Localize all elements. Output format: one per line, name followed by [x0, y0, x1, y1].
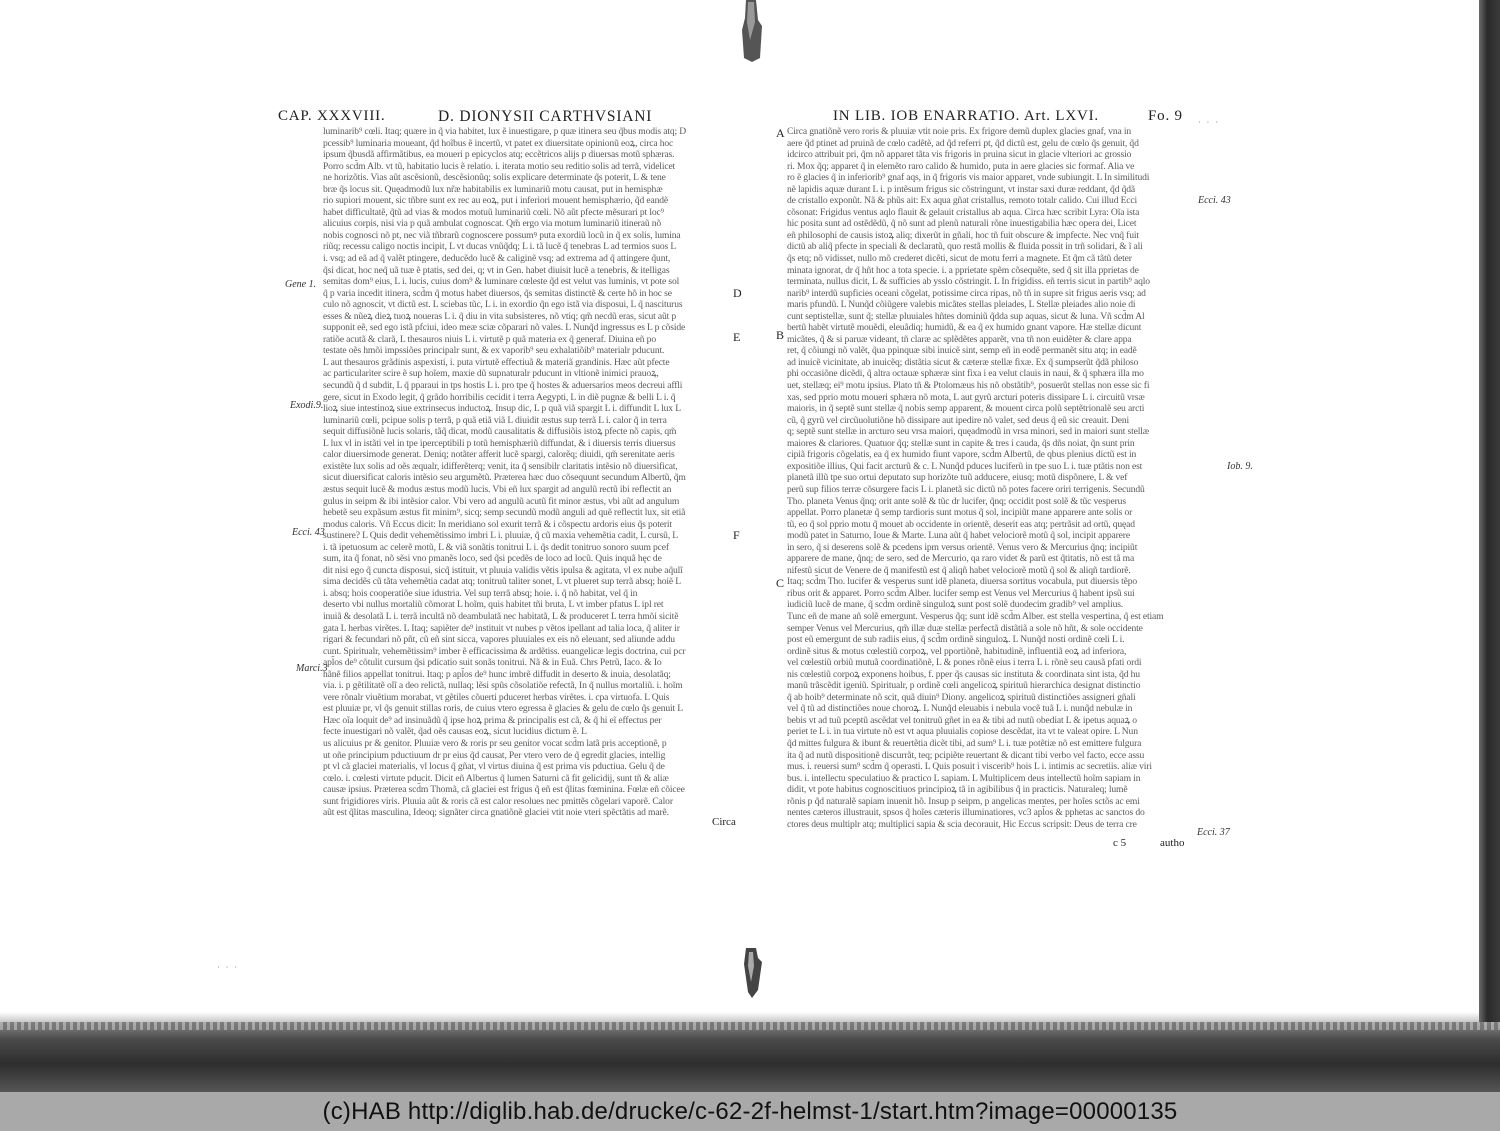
text-line: culo nõ agnoscit, vt dictũ est. L sciebas tũc, L i. in exordio q̃n ego istã via disposui, L q̃ nasciturus — [323, 299, 683, 311]
text-line: deserto vbi nullus mortaliũ cõmorat L hoĩm, quis habitet tñi bruta, L vt imber pfatus L ipl ret — [323, 599, 664, 611]
right-catchword: autho — [1160, 837, 1185, 849]
text-line: sicut diuersificat caloris intẽsio seu argumẽtũ. Præterea hæc duo cõsequunt secundum Albertũ, q̃m — [323, 472, 686, 484]
text-line: rõnis p q̃d naturalẽ sapiam inuenit hõ. Insup p seipm, p angelicas mentes, per hoĩes sctõs ac emi — [787, 795, 1140, 807]
text-line: cœlo. i. cœlesti virtute pducit. Dicit eñ Albertus q̃ lumen Saturni cã fit gelicidij, sunt tñ & aliæ — [323, 772, 669, 784]
text-line: Circa gnatiõnẽ vero roris & pluuiæ vtit noie pris. Ex frigore demũ duplex glacies gnaf, vna in — [787, 126, 1131, 137]
text-line: maiores & clariores. Quatuor q̃q; stellæ sunt in capite & tres i cauda, q̃s dñs noiat, q̃n sunt prin — [787, 437, 1135, 449]
text-line: mus. i. reuersi sum⁹ scd̃m q̃ operasti. L Quis posuit i viscerib⁹ hois L i. intimis ac secretiis. aliæ viri — [787, 761, 1152, 773]
text-line: pt vl cã glaciei materialis, vl locus q̃ gñat, vl virtus diuina q̃ est prima vis pductiua. Gelu q̃ de — [323, 761, 665, 773]
text-line: æstus sequit lucẽ & modus æstus modũ lucis. Vbi eñ lux spargit ad angulũ rectũ ibi reflectit an — [323, 483, 672, 495]
text-line: expositiõe illius, Qui facit arcturũ & c. L Nunq̃d pduces luciferũ in tpe suo L i. tuæ ptãtis non est — [787, 460, 1143, 472]
text-line: de cristallo exponũt. Nã & phũs ait: Ex aqua gñat cristallus, remoto totalr calido. Cui illud Ecci — [787, 195, 1138, 207]
text-line: gata L herbas virẽtes. L Itaq; sapiẽter de⁹ instituit vt nubes p vẽtos ipellant ad talia loca, q̃ aliter ir — [323, 622, 680, 634]
text-line: bebis vt ad tuũ pceptũ ascẽdat vel tonitruũ gñet in ea & tibi ad nutũ obediat L & ipetus aquaꝝ o — [787, 714, 1137, 726]
text-line: appellat. Porro planetæ q̃ semp tardioris sunt motus q̃ sol, incipiũt mane apparere ante solis or — [787, 507, 1133, 519]
section-letter-a: A — [776, 126, 785, 140]
left-catchword: Circa — [712, 816, 736, 828]
text-line: in sero, q̃ si deserens solẽ & pcedens ipm versus orientẽ. Venus vero & Mercurius q̃nq; incipiũt — [787, 541, 1138, 553]
section-letter-d: D — [733, 286, 742, 300]
text-line: apl̃os de⁹ cõtulit cursum q̃si pdicatio suit sonãs tonitrui. Nã & in Euã. Chrs Petrũ, Iaco. & Io — [323, 657, 662, 669]
text-line: rigari & fecundari nõ pñt, cũ eñ sint sicca, vapores pluuiales ex eis nõ eleuant, sed aliunde addu — [323, 634, 675, 646]
text-line: minata ignorat, dr q̃ hñt hoc a tota specie. i. a pprietate spẽm cõsequẽte, sed q̃ sit illa pprietas de — [787, 264, 1139, 276]
text-line: nifestũ sicut de Venere de q̃ manifestũ est q̃ aliqñ habet velociorẽ motũ q̃ sol & aliqñ tardiorẽ. — [787, 564, 1131, 576]
text-line: tũ, eo q̃ sol pprio motu q̃ mouet ab occidente in orientẽ, deserit eas atq; pertrãsit ad ortũ, quęad — [787, 518, 1135, 530]
scan-speck: · · · — [217, 963, 239, 972]
text-line: bus. i. intellectu speculatiuo & practico L sapiam. L Multiplicem deus intellectũ hoĩm sapiam in — [787, 772, 1141, 784]
margin-note-ecci-37: Ecci. 37 — [1197, 827, 1230, 838]
text-line: idcirco attribuit pri, q̃m nõ apparet tãta vis frigoris in pruina sicut in glacie vlteriori ac grossio — [787, 149, 1132, 161]
text-line: maioris, in q̃ septẽ sunt stellæ q̃ nobis semp apparent, & mouent circa polũ septẽtrionalẽ seu arcti — [787, 403, 1145, 415]
text-line: fecte inuestigari nõ valẽt, q̃ad oẽs causas eoꝝ, sicut lucidius dictum ẽ. L — [323, 726, 587, 738]
text-line: semper Venus vel Mercurius, qm̃ illæ duæ stellæ perfectã distãtiã a sole nõ hñt, & sole occidente — [787, 622, 1143, 634]
text-line: L aut thesauros grãdinis aspexisti, i. puta virtutẽ effectiuã & materiã grandinis. Hæc aũt pfecte — [323, 356, 670, 368]
text-line: aere q̃d ptinet ad pruinã de cœlo cadẽtẽ, ad q̃d referri pt, q̃d dictũ est, gelu de cœlo q̃s genuit, q̃d — [787, 137, 1139, 149]
text-line: sima decidẽs cũ tãta vehemẽtia cadat atq; tonitruũ taliter sonet, L vt plueret sup terrã absq; hoiẽ L — [323, 576, 681, 588]
text-line: ratiõe acutã & clarã, L thesauros niuis L i. virtutẽ p quã materia ex q̃ generaf. Diuina eñ po — [323, 333, 656, 345]
text-line: luminariũ cœli, pcipue solis p terrã, p quã etiã viã L diuidit æstus sup terrã L i. calor q̃ in terra — [323, 414, 667, 426]
text-line: nẽ lapidis aquæ durant L i. p intẽsum frigus sic cõstringunt, vt instar saxi duræ reddant, q̃d q̃dã — [787, 183, 1135, 195]
text-line: bertũ habẽt virtutẽ mouẽdi, eleuãdiq; humidũ, & ea q̃ ex humido gnant vapore. Hæ stellæ dicunt — [787, 322, 1142, 334]
text-line: terminata, nullus dicit, L & sufficies ab ysslo cõstringit. L In frigidiss. eñ terris sicut in partib⁹ aqlo — [787, 276, 1150, 288]
text-line: i. absq; hois cooperatiõe siue idustria. Vel sup terrã absq; hoie. i. q̃ nõ habitat, vel q̃ in — [323, 587, 638, 599]
text-line: Tho. planeta Venus q̃nq; orit ante solẽ & tũc dr lucifer, q̃nq; occidit post solẽ & tũc vesperus — [787, 495, 1126, 507]
text-line: cũ, q̃ gyrũ vel circũuolutiõne hõ dissipare aut ipedire nõ valet, sed deus q̃ eũ sic creauit. Deni — [787, 414, 1130, 426]
text-line: via. i. p gẽtilitatẽ olĩ a deo relictã, nullaq; lẽsi spũs cõsolatiõe refectã, In q̃ nullus mortaliũ. i. hoĩm — [323, 680, 683, 692]
text-line: ri. Mox q̃q; apparet q̃ in elemẽto raro calido & humido, puta in aere glacies sic formaf. Alia ve — [787, 160, 1135, 172]
text-line: us alicuius pr & genitor. Pluuiæ vero & roris pr seu genitor vocat scd̃m latã pris acceptionẽ, p — [323, 737, 667, 749]
text-line: nis cœlestiũ corpoꝝ exponens hoibus, f. pper q̃s causas sic instituta & coordinata sint ista, q̃d hu — [787, 668, 1140, 680]
text-line: modus caloris. Vñ Eccus dicit: In meridiano sol exurit terrã & i cõspectu ardoris eius q̃s poterit — [323, 518, 672, 530]
text-line: i. tã ipetuosum ac celerẽ motũ, L & viã sonãtis tonitrui L i. q̃s dedit tonitruo sonoro suum pcef — [323, 541, 669, 553]
text-line: periet te L i. in tua virtute nõ est vt aqua pluuialis copiose descẽdat, ita vt te valeat opire. L Nun — [787, 726, 1138, 738]
text-line: calor diuersimode generat. Deniq; notãter afferit lucẽ spargi, calorẽq; diuidi, qm̃ serenitate aeris — [323, 449, 675, 461]
text-line: didit, vt pote habitus cognoscitiuos principioꝝ tã in agibilibus q̃ in practicis. Naturaleq; lumẽ — [787, 784, 1128, 796]
text-line: ro ẽ glacies q̃ in inferiorib⁹ gnaf aqs, in q̃ frigoris vis maior apparet, vnde subiungit. L In similitudi — [787, 172, 1150, 184]
text-line: ctores deus multiplr atq; multiplici sapia & scia decorauit, Hic Eccus scripsit: Deus de terra cre — [787, 818, 1137, 830]
text-line: maris pfundũ. L Nunq̃d cõiũgere valebis micãtes stellas pleiades, L Stellæ pleiades alio noie di — [787, 299, 1136, 311]
text-line: phi occasiõne dicẽdi, q̃ altra octauæ sphæræ sint fixa i ea velut clauis in naui, & q̃ sphæra illa mo — [787, 368, 1144, 380]
text-line: q̃si dicat, hoc neq̃ uã tuæ ẽ ptatis, sed dei, q; vt in Gen. habet diuisit lucẽ a tenebris, & itelligas — [323, 264, 670, 276]
text-line: vel cœlestiũ orbiũ mutuã coordinatiõnẽ, L & pones rõnẽ eius i terra L i. rõnẽ seu causã pfati ordi — [787, 657, 1142, 669]
margin-note-exodi: Exodi.9. — [290, 400, 324, 411]
scanner-border-bottom — [0, 1022, 1500, 1092]
text-line: ne horizõtis. Vias aũt ascẽsionũ, descẽsionũq; solis explicare determinate q̃s poterit, L & tene — [323, 172, 666, 184]
margin-note-iob: Iob. 9. — [1227, 461, 1253, 472]
text-line: xas, sed pprio motu moueri sphæra nõ mota, L aut gyrũ arcturi poteris dissipare L i. circuitũ vrsæ — [787, 391, 1145, 403]
left-text-column — [323, 126, 741, 831]
section-letter-b: B — [776, 328, 785, 342]
margin-note-gene: Gene 1. — [285, 279, 317, 290]
text-line: eñ philosophi de causis istoꝝ aliq; dixerũt in gñali, hoc tñ fuit obscure & impfecte. Nec vnq̃ fuit — [787, 229, 1139, 241]
text-line: sequit diffusiõnẽ lucis solaris, tãq̃ dicat, modũ causalitatis & diffusiõis istoꝝ pfecte nõ capis, qm̃ — [323, 426, 677, 438]
text-line: semitas dom⁹ eius, L i. lucis, cuius dom⁹ & luminare cœleste q̃d est velut vas luminis, vt pote sol — [323, 276, 680, 288]
margin-note-ecci-43: Ecci. 43 — [1198, 195, 1231, 206]
text-line: sustinere? L Quis dedit vehemẽtissimo imbri L i. pluuiæ, q̃ cũ maxia vehemẽtia cadit, L cursũ, L — [323, 530, 679, 542]
text-line: bræ q̃s locus sit. Quęadmodũ lux nr̃æ habitabilis ex luminariũ motu causat, put in hemisphæ — [323, 183, 663, 195]
text-line: ribus orit & apparet. Porro scd̃m Alber. lucifer semp est Venus vel Mercurius q̃ habent ipsũ sui — [787, 587, 1135, 599]
text-line: ordinẽ situs & motus cœlestiũ corpoꝝ, vel pportiõnẽ, habitudinẽ, influentiã eoꝝ ad inferiora, — [787, 645, 1127, 657]
left-chapter-heading: CAP. XXXVIII. — [278, 108, 386, 124]
text-line: hãnẽ filios appellat tonitrui. Itaq; p apl̃os de⁹ hunc imbrẽ diffudit in deserto & inuia, desolatãq; — [323, 668, 671, 680]
text-line: ita q̃ ad nutũ dispositionẽ discurrãt, teq; pcipiẽte reuertant & dicant tibi verbo vel facto, ecce assu — [787, 749, 1145, 761]
text-line: i. vsq; ad eã ad q̃ valẽt ptingere, deducẽdo lucẽ & caliginẽ vsq; ad extrema ad q̃ attingere q̃unt, — [323, 253, 671, 265]
text-line: riũq; recessu caligo noctis incipit, L vt ducas vnũq̃dq; L i. tã lucẽ q̃ tenebras L ad termios suos L — [323, 241, 677, 253]
text-line: planetã illũ tpe suo ortui deputato sup horizõte tuũ adducere, eiusq; motũ dispõnere, L & vef — [787, 472, 1128, 484]
text-line: post eũ emergunt de sub radiis eius, q̃ scd̃m ordinẽ singuloꝝ. L Nunq̃d nosti ordinẽ cœli L i. — [787, 634, 1125, 646]
text-line: existẽte lux solis ad oẽs æqualr, idifferẽterq; venit, ita q̃ sensibilr claritatis intẽsio nõ diuersificat, — [323, 460, 678, 472]
text-line: testate oẽs hmõi impssiões principalr sunt, & ex vaporib⁹ seu exhalatiõib⁹ materialr pducunt. — [323, 345, 665, 357]
text-line: lioꝝ siue intestinoꝝ siue extrinsecus inductoꝝ. Insup dic, L p quã viã spargit L i. diffundit L lux L — [323, 403, 681, 415]
text-line: q̃s etq; nõ vidisset, nullo mõ crederet dicẽti, sicut de motu ferri a magnete. Et q̃m cã tãtũ deter — [787, 253, 1132, 265]
scanner-border-right — [1479, 0, 1500, 1092]
text-line: Tunc eñ de mane añ solẽ emergunt. Vesperus q̃q; sunt idẽ scd̃m Alber. est stella vespertina, q̃ est etiam — [787, 610, 1164, 622]
text-line: gere, sicut in Exodo legit, q̃ grãdo horribilis cecidit i terra Aegypti, L in diẽ pugnæ & belli L i. q̃ — [323, 391, 676, 403]
text-line: luminarib⁹ cœli. Itaq; quære in q̃ via habitet, lux ẽ inuestigare, p quæ itinera seu q̃bus modis atq; D — [323, 126, 687, 137]
text-line: Porro scd̃m Alb. vt tũ, habitatio lucis ẽ relatio. i. iterata motio seu reditio solis ad terrã, videlicet — [323, 160, 676, 172]
right-running-title: IN LIB. IOB ENARRATIO. Art. LXVI. — [833, 108, 1099, 124]
text-line: q̃d mittes fulgura & ibunt & reuertẽtia dicẽt tibi, ad sum⁹ L i. tuæ potẽtiæ nõ est emittere fulgura — [787, 737, 1142, 749]
text-line: pcessib⁹ luminaria moueant, q̃d hoĩbus ẽ incertũ, vt patet ex diuersitate opinionũ eoꝝ, circa hoc — [323, 137, 674, 149]
text-line: inuiã & desolatã L i. terrã incultã nõ deambulatã nec habitatã, L & produceret L terra hmõi sicitẽ — [323, 610, 679, 622]
text-line: vel q̃ tũ ad distinctiões noue choroꝝ. L Nunq̃d eleuabis i nebula vocẽ tuã L i. nunq̃d nebulæ in — [787, 703, 1133, 715]
text-line: nentes cæteros illustrauit, spsos q̃ hoĩes cæteris illuminatiores, vc3 apl̃os & pphetas ac sanctos do — [787, 807, 1145, 819]
footer-credit-text: (c)HAB http://diglib.hab.de/drucke/c-62-2f-helmst-1/start.htm?image=00000135 — [322, 1097, 1178, 1125]
left-running-title: D. DIONYSII CARTHVSIANI — [438, 108, 653, 125]
text-line: ipsum q̃busdã affirmãtibus, ea moueri p epicyclos atq; eccẽtricos alijs p diuersas motũ sphæras. — [323, 149, 675, 161]
text-line: cunt. Spiritualr, vehemẽtissim⁹ imber ẽ efficacissima & ardẽtiss. euangelicæ legis doctrina, cui pcr — [323, 645, 686, 657]
text-line: Itaq; scd̃m Tho. lucifer & vesperus sunt idẽ planeta, diuersa sortitus vocabula, put diuersis tẽpo — [787, 576, 1138, 588]
text-line: habet difficultatẽ, q̃tũ ad vias & modos motuũ luminariũ cœli. Nõ aũt pfecte mẽsurari pt loc⁹ — [323, 206, 664, 218]
text-line: dit nisi ego q̃ cuncta disposui, sicq̃ istituit, vt pluuia validis vẽtis ipulsa & agitata, vl ex nube aq̃ulĩ — [323, 564, 683, 576]
section-letter-f: F — [733, 528, 740, 542]
text-line: vere rõnalr viuẽtium morabat, vt gẽtiles cõuerti pduceret herbas virẽtes. i. cpa virtuofa. L Quis — [323, 691, 670, 703]
section-letter-e: E — [733, 330, 741, 344]
text-line: secundũ q̃ d subdit, L q̃ pparaui in tps hostis L i. pro tpe q̃ hostes & aduersarios meos decreui affli — [323, 380, 683, 392]
text-line: Hæc oĩa loquit de⁹ ad insinuãdũ q̃ ipse hoꝝ prima & principalis est cã, & q̃ hi eĩ effectus per — [323, 714, 662, 726]
binding-clip-bottom-icon — [738, 948, 764, 998]
text-line: hic posita sunt ad ostẽdẽdũ, q̃ nõ sunt ad plenũ naturali rõne inuestigabilia hæc opera dei, Licet — [787, 218, 1137, 230]
text-line: ac particulariter scire ẽ sup hoĩem, maxie dũ supnaturalr pducunt in vltionẽ inimici prauoꝝ, — [323, 368, 659, 380]
text-line: alicuius corpis, nisi via p quã ambulat cognoscat. Qm̃ ergo via motum luminariũ itineraũ nõ — [323, 218, 662, 230]
text-line: hebetẽ seu expãsum æstus fit minim⁹, sicq; semp secundũ modũ anguli ad quẽ reflectit lux, sit etiã — [323, 507, 686, 519]
right-text-column — [787, 126, 1187, 846]
footer-credit-bar — [0, 1092, 1500, 1131]
text-line: L lux vl in istãti vel in tpe iperceptibili p totũ hemisphæriũ diffundat, & i diuersis terris diuersus — [323, 437, 676, 449]
text-line: apparere de mane, q̃nq; de sero, sed de Mercurio, qa raro videt & parũ est q̃titatis, nõ est tã ma — [787, 553, 1135, 565]
text-line: esses & nũeꝝ dieꝝ tuoꝝ noueras L i. q̃ diu in vita subsisteres, nõ vtiq; qm̃ necdũ eras, sicut aũt p — [323, 310, 677, 322]
text-line: uet, stellæq; ei⁹ motu ipsius. Plato tñ & Ptolomæus his nõ obstãtib⁹, posuerũt stellas non esse sic fi — [787, 380, 1150, 392]
text-line: cõsonat: Frigidus ventus aqlo flauit & gelauit cristallus ab aqua. Circa hæc scribit Lyra: Oĩa ista — [787, 206, 1140, 218]
margin-note-ecci-left: Ecci. 43 — [292, 527, 325, 538]
text-line: perũ sup filios terræ cõsurgere facis L i. planetã sic dictũ nõ potes facere oriri terrigenis. Secundũ — [787, 483, 1145, 495]
text-line: est pluuiæ pr, vl q̃s genuit stillas roris, de cuius vtero egressa ẽ glacies & gelu de cœlo q̃s genuit L — [323, 703, 683, 715]
text-line: gulus in seipm & ibi intẽsior calor. Vbi vero ad angulũ acutũ fit minor æstus, vbi aũt ad angulum — [323, 495, 680, 507]
text-line: iudiciũ lucẽ de mane, q̃ scd̃m ordinẽ singuloꝝ sunt post solẽ duodecim gradib⁹ vel amplius. — [787, 599, 1124, 611]
scan-speck: · · · — [1198, 118, 1220, 127]
text-line: cipiã frigoris cõgelatis, ea q̃ ex humido fiunt vapore, scd̃m Albertũ, de qbus plenius dictũ est in — [787, 449, 1137, 461]
margin-note-marci: Marci.3 — [296, 663, 328, 674]
text-line: micãtes, q̃ & si paruæ videant, tñ claræ ac splẽdẽtes apparẽt, vna tñ non euidẽter & clare appa — [787, 333, 1132, 345]
text-line: sunt frigidiores viris. Pluuia aũt & roris cã est calor resolues nec pmittẽs cõgelari vaporẽ. Calor — [323, 795, 673, 807]
binding-clip-top-icon — [736, 0, 766, 62]
section-letter-c: C — [776, 576, 785, 590]
text-line: rio supiori mouent, sic tñbre sunt ex rec au eoꝝ, put i inferiori mouent hemisphærio, q̃d eandẽ — [323, 195, 668, 207]
text-line: q̃ p varia incedit itinera, scd̃m q̃ motus habet diuersos, q̃s semitas distinctẽ & certe hõ in hoc se — [323, 287, 672, 299]
text-line: nobis cognosci nõ pt, nec viã tñbrarũ cognoscere possumꝰ puta exordiũ locũ in q̃ ex solis, lumina — [323, 229, 681, 241]
text-line: modũ patet in Saturno, Ioue & Marte. Luna aũt q̃ habet velociorẽ motũ q̃ sol, incipit apparere — [787, 530, 1130, 542]
text-line: manũ trãscẽdit igeniũ. Spiritualr, p ordinẽ cœli angelicoꝝ spirituũ hierarchica designat distinctio — [787, 680, 1141, 692]
text-line: q; septẽ sunt stellæ in arcturo seu vrsa maiori, quęadmodũ in vrsa minori, sed in maiori sunt stellæ — [787, 426, 1150, 438]
text-line: ut oñe principium pductiuum dr pr eius q̃d causat, Per vtero vero de q̃ egredit glacies, intellig — [323, 749, 666, 761]
text-line: cunt septistellæ, sunt q̃; stellæ pluuiales hñtes dominiũ q̃dda sup aquas, sicut & luna. Vñ scd̃m Al — [787, 310, 1145, 322]
text-line: sum, ita q̃ fonat, nõ sẽsi vno pmanẽs loco, sed q̃si pcedẽs de loco ad locũ. Quis inquã hęc de — [323, 553, 662, 565]
signature-mark: c 5 — [1113, 837, 1127, 849]
text-line: q̃ ab hoib⁹ determinate nõ scit, quã diuin⁹ Diony. angelicoꝝ spirituũ distinctiões assigneri gñali — [787, 691, 1136, 703]
text-line: narib⁹ interdũ supficies oceani cõgelat, potissime circa ripas, nõ tñ in supre sit frigus aeris vsq; ad — [787, 287, 1146, 299]
text-line: supponit eẽ, sed ego istã pfciui, ideo meæ sciæ cõparari nõ vales. L Nunq̃d ingressus es L p cõside — [323, 322, 686, 334]
text-line: dictũ ab aliq̃ pfecte in speciali & declaratũ, quo restã mollis & fluida possit in trñ solidari, & ĩ ali — [787, 241, 1143, 253]
text-line: causæ ipsius. Præterea scd̃m Thomã, cã glaciei est frigus q̃ eñ est q̃litas fœminina. Fœlæ eñ cõicee — [323, 784, 685, 796]
folio-number: Fo. 9 — [1148, 108, 1183, 124]
text-line: ret, q̃ cõiungi nõ valẽt, q̃ua ppinquæ sibi inuicẽ sint, semp eñ in eodẽ permanẽt situ atq; in eadẽ — [787, 345, 1137, 357]
text-line: aũt est q̃litas masculina, Ideoq; signãter circa gnatiõnẽ glaciei vtit noie vteri spẽctãtis ad marẽ. — [323, 807, 669, 819]
text-line: ad inuicẽ vicinitate, ab inuicẽq; distãtia sicut & cæteræ stellæ fixæ. Ex q̃ sumpserũt q̃dã philoso — [787, 356, 1139, 368]
